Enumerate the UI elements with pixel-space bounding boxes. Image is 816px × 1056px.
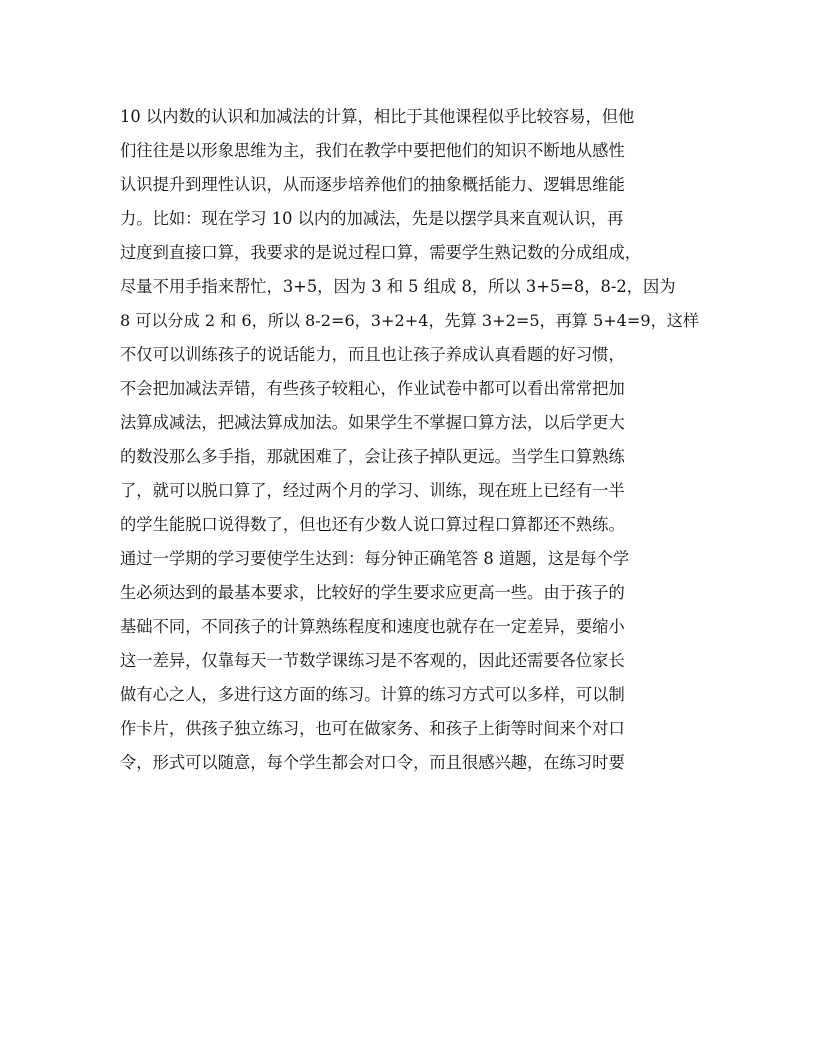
text-line-18: 做有心之人，多进行这方面的练习。计算的练习方式可以多样，可以制 (120, 685, 625, 704)
text-line-3: 认识提升到理性认识，从而逐步培养他们的抽象概括能力、逻辑思维能 (120, 175, 625, 194)
text-line-10: 法算成减法，把减法算成加法。如果学生不掌握口算方法，以后学更大 (120, 413, 625, 432)
text-line-13: 的学生能脱口说得数了，但也还有少数人说口算过程口算都还不熟练。 (120, 515, 625, 534)
text-line-16: 基础不同，不同孩子的计算熟练程度和速度也就存在一定差异，要缩小 (120, 617, 625, 636)
text-line-4: 力。比如：现在学习 10 以内的加减法，先是以摆学具来直观认识，再 (120, 209, 624, 228)
text-line-9: 不会把加减法弄错，有些孩子较粗心，作业试卷中都可以看出常常把加 (120, 379, 625, 398)
text-line-5: 过度到直接口算，我要求的是说过程口算，需要学生熟记数的分成组成， (120, 243, 642, 262)
text-line-6: 尽量不用手指来帮忙，3+5，因为 3 和 5 组成 8，所以 3+5=8，8-2，因为 (120, 277, 676, 296)
text-line-19: 作卡片，供孩子独立练习，也可在做家务、和孩子上街等时间来个对口 (120, 719, 625, 738)
text-line-8: 不仅可以训练孩子的说话能力，而且也让孩子养成认真看题的好习惯， (120, 345, 625, 364)
text-line-7: 8 可以分成 2 和 6，所以 8-2=6，3+2+4，先算 3+2=5，再算 5+4=9，这样 (120, 311, 699, 330)
text-line-12: 了，就可以脱口算了，经过两个月的学习、训练，现在班上已经有一半 (120, 481, 625, 500)
text-line-2: 们往往是以形象思维为主，我们在教学中要把他们的知识不断地从感性 (120, 141, 625, 160)
text-line-15: 生必须达到的最基本要求，比较好的学生要求应更高一些。由于孩子的 (120, 583, 625, 602)
body-paragraph (120, 100, 700, 780)
text-line-17: 这一差异，仅靠每天一节数学课练习是不客观的，因此还需要各位家长 (120, 651, 625, 670)
text-line-20: 令，形式可以随意，每个学生都会对口令，而且很感兴趣，在练习时要 (120, 753, 625, 772)
text-line-1: 10 以内数的认识和加减法的计算，相比于其他课程似乎比较容易，但他 (120, 107, 635, 126)
text-line-14: 通过一学期的学习要使学生达到：每分钟正确笔答 8 道题，这是每个学 (120, 549, 630, 568)
text-line-11: 的数没那么多手指，那就困难了，会让孩子掉队更远。当学生口算熟练 (120, 447, 625, 466)
